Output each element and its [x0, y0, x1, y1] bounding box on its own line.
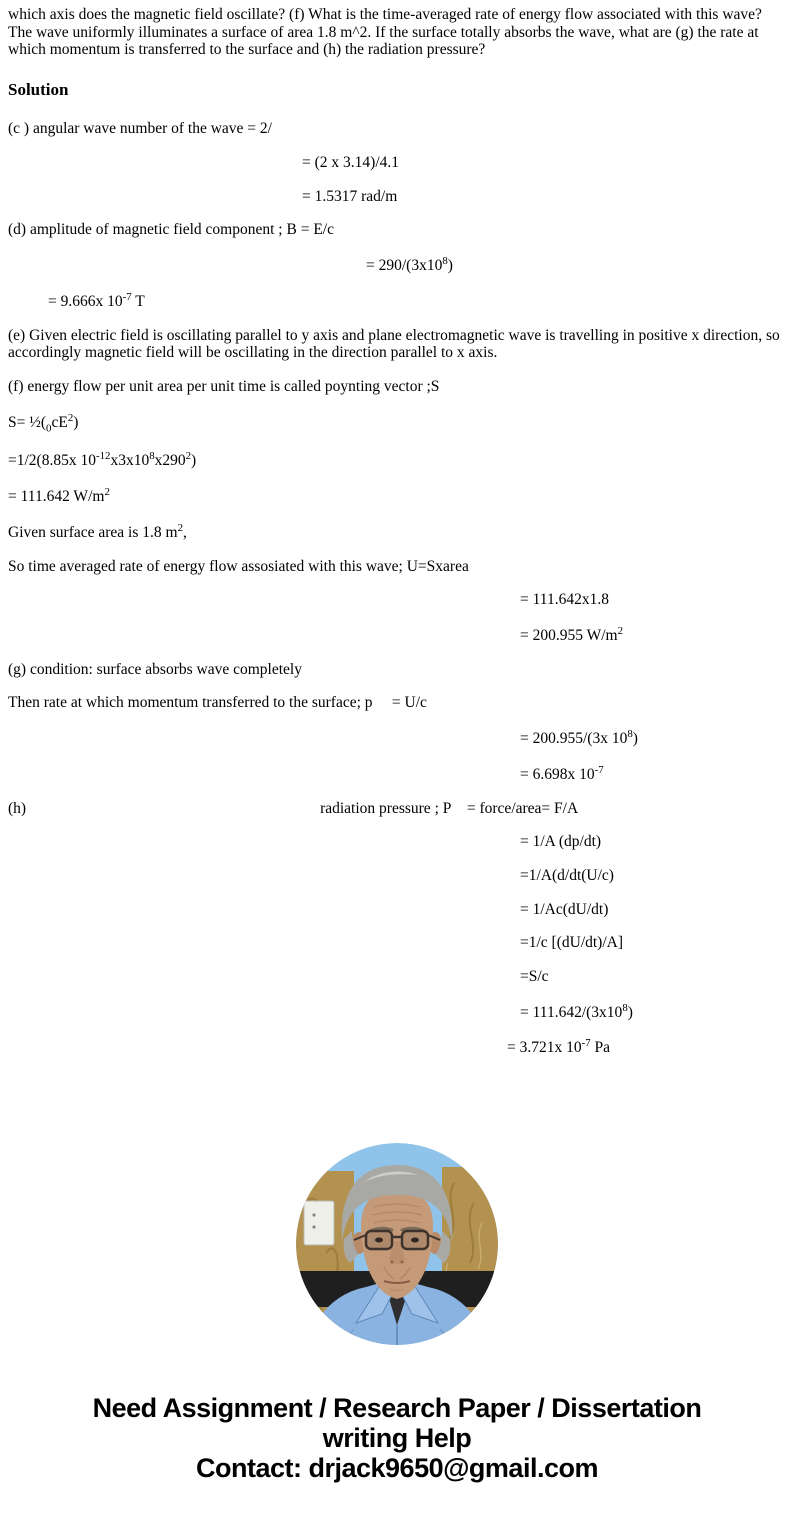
document-body — [8, 6, 786, 1057]
equation-line: = 6.698x $10^{-7}$ — [520, 763, 604, 784]
energy-flow-text: So time averaged rate of energy flow assosiated with this wave; U=Sxarea — [8, 557, 469, 575]
equation-line: = 1/Ac(dU/dt) — [520, 900, 609, 918]
footer-line-2: writing Help — [322, 1423, 472, 1454]
nostril-left — [391, 1261, 394, 1264]
wall-plate-dot — [312, 1226, 315, 1229]
glasses-right-lens — [402, 1231, 428, 1249]
footer-line-1: Need Assignment / Research Paper / Dissertation — [92, 1393, 702, 1424]
equation-line: =1/2(8.85x $10^{-12}x3x10^8x290^2$) — [8, 450, 197, 470]
step-d-text: (d) amplitude of magnetic field component ; B = E/c — [8, 221, 334, 239]
equation-line: = 200.955/(3x $10^8$) — [520, 728, 638, 748]
equation-line: =S/c — [520, 967, 549, 985]
step-e-text: (e) Given electric field is oscillating parallel to y axis and plane electromagnetic wave is travelling in positive x direction, so accordingly magnetic field will be oscillating in the direction parallel to x axis. — [8, 326, 780, 362]
given-area-text: Given surface area is 1.8 $m^2$, — [8, 521, 187, 541]
step-f-text: (f) energy flow per unit area per unit time is called poynting vector ;S — [8, 377, 440, 395]
glasses-left-lens — [366, 1231, 392, 1249]
equation-line: = 1/A (dp/dt) — [520, 833, 602, 851]
equation-line: = (2 x 3.14)/4.1 — [302, 154, 399, 171]
equation-line: = 111.642x1.8 — [520, 591, 609, 609]
momentum-rate-text: Then rate at which momentum transferred to the surface; p = U/c — [8, 694, 427, 712]
profile-photo — [296, 1143, 498, 1345]
equation-line: = 3.721x $10^{-7}$ Pa — [507, 1037, 611, 1057]
step-g-text: (g) condition: surface absorbs wave completely — [8, 660, 302, 678]
equation-line: $S= \frac{1}{2}(_0cE^2)$ — [8, 411, 79, 434]
equation-line: = $111.642/(3x10^8)$ — [520, 1001, 633, 1021]
wall-plate — [304, 1201, 334, 1245]
equation-line: = 1.5317 rad/m — [302, 187, 398, 205]
profile-photo-illustration — [296, 1143, 498, 1345]
equation-line: =1/A(d/dt(U/c) — [520, 866, 614, 884]
avatar-section — [0, 1143, 794, 1345]
footer-contact-email: Contact: drjack9650@gmail.com — [196, 1453, 598, 1484]
nostril-right — [401, 1261, 404, 1264]
question-text: which axis does the magnetic field oscillate? (f) What is the time-averaged rate of energy flow associated with this wave? The wave uniformly illuminates a surface of area 1.8 m^2. If the surface totally absorbs the wave, what are (g) the rate at which momentum is transferred to the surface and (h) the radiation pressure? — [8, 6, 762, 59]
equation-line: = 111.642 $W/m^2$ — [8, 485, 110, 506]
wall-plate-dot — [312, 1214, 315, 1217]
step-c-text: (c ) angular wave number of the wave = 2/ — [8, 120, 272, 138]
equation-line: = 200.955 $W/m^2$ — [520, 624, 624, 645]
equation-line: =1/c [(dU/dt)/A] — [520, 934, 624, 952]
solution-heading: Solution — [8, 79, 69, 99]
equation-line: = 9.666x $10^{-7}$ T — [48, 290, 145, 310]
equation-line: = $290/(3x10^8)$ — [366, 254, 453, 275]
step-h-text: (h) radiation pressure ; P = force/area= F/A — [8, 799, 579, 817]
footer-help-banner — [0, 1393, 794, 1483]
